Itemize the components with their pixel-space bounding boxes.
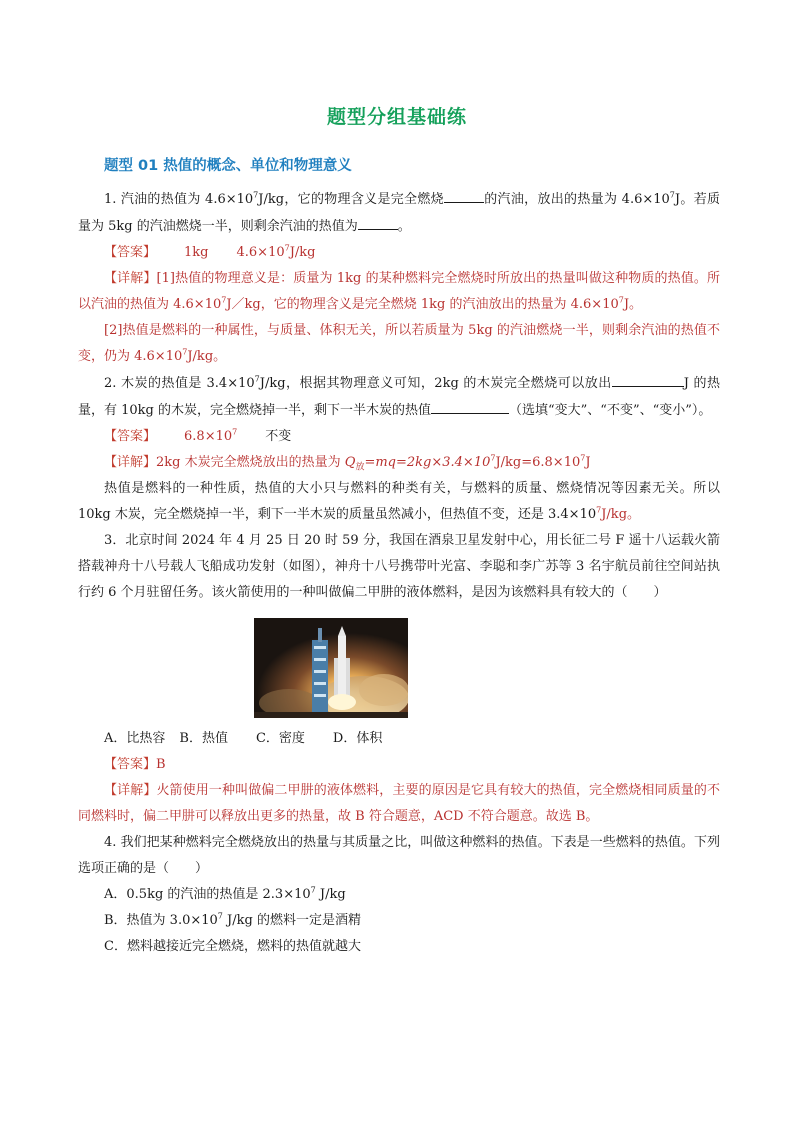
choices-3 (78, 726, 720, 752)
answer-2: 【答案】 $6.8\times 10^7$ 不变 (104, 427, 292, 444)
section-heading: 题型 01 热值的概念、单位和物理意义 (104, 158, 352, 174)
detail-2: 【详解】2kg 木炭完全燃烧放出的热量为 $Q_放=mq=2kg\times 3.4\times 10^7J/kg=6.8\times 10^7J$ (104, 453, 591, 473)
choice-c: C．密度 (255, 731, 305, 746)
detail-1: 【详解】[1]热值的物理意义是：质量为 1kg 的某种燃料完全燃烧时所放出的热量叫做这种物质的热值。所以汽油的热值为 $4.6\times 10^7J/kg$，它的物理含义是完全燃烧 1kg 的汽油放出的热量为 $4.6\times 10^7J$。 (78, 271, 720, 312)
option-a: A．0.5kg 的汽油的热值是 $2.3\times 10^7$ J/kg (104, 885, 346, 902)
answer-3: 【答案】B (104, 757, 166, 772)
detail-1b: [2]热值是燃料的一种属性，与质量、体积无关，所以若质量为 5kg 的汽油燃烧一半，则剩余汽油的热值不变，仍为 $4.6\times 10^7J/kg$。 (78, 323, 720, 364)
page-title: 题型分组基础练 (326, 106, 467, 128)
answer-blank (358, 213, 398, 230)
answer-blank (431, 397, 509, 414)
choice-b: B．热值 (179, 731, 228, 746)
answer-blank (444, 186, 484, 203)
answer-1: 【答案】 1kg $4.6\times 10^7J/kg$ (104, 243, 316, 260)
option-b: B．热值为 $3.0\times 10^7$ J/kg 的燃料一定是酒精 (104, 911, 361, 928)
rocket-launch-photo (254, 618, 408, 718)
detail-3: 【详解】火箭使用一种叫做偏二甲肼的液体燃料，主要的原因是它具有较大的热值，完全燃烧相同质量的不同燃料时，偏二甲肼可以释放出更多的热量，故 B 符合题意，ACD 不符合题意。故选 B。 (78, 783, 720, 824)
answer-blank (612, 370, 684, 387)
choice-a: A．比热容 (104, 731, 166, 746)
rocket-launch-image (254, 618, 408, 718)
option-c: C．燃料越接近完全燃烧，燃料的热值就越大 (104, 939, 361, 954)
question-1: 1. 汽油的热值为 $4.6\times 10^7J/kg$，它的物理含义是完全燃烧 的汽油，放出的热量为 $4.6\times 10^7J$。若质量为 5kg 的汽油燃烧一半，则剩余汽油的热值为 。 (78, 186, 720, 240)
detail-2b: 热值是燃料的一种性质，热值的大小只与燃料的种类有关，与燃料的质量、燃烧情况等因素无关。所以 10kg 木炭，完全燃烧掉一半，剩下一半木炭的质量虽然减小，但热值不变，还是 $3.4\times 10^7J/kg$。 (78, 481, 720, 522)
choice-d: D．体积 (332, 731, 383, 746)
question-4: 4. 我们把某种燃料完全燃烧放出的热量与其质量之比，叫做这种燃料的热值。下表是一些燃料的热值。下列选项正确的是（ ） (78, 835, 720, 876)
question-2: 2. 木炭的热值是 $3.4\times 10^7J/kg$，根据其物理意义可知，2kg 的木炭完全燃烧可以放出 J 的热量，有 10kg 的木炭，完全燃烧掉一半，剩下一半木炭的热值 （选填“变大”、“不变”、“变小”）。 (78, 370, 720, 424)
content (78, 186, 720, 960)
question-3: 3．北京时间 2024 年 4 月 25 日 20 时 59 分，我国在酒泉卫星发射中心，用长征二号 F 遥十八运载火箭搭载神舟十八号载人飞船成功发射（如图），神舟十八号携带叶光富、李聪和李广苏等 3 名宇航员前往空间站执行约 6 个月驻留任务。该火箭使用的一种叫做偏二甲肼的液体燃料，是因为该燃料具有较大的（ ） (78, 533, 720, 600)
